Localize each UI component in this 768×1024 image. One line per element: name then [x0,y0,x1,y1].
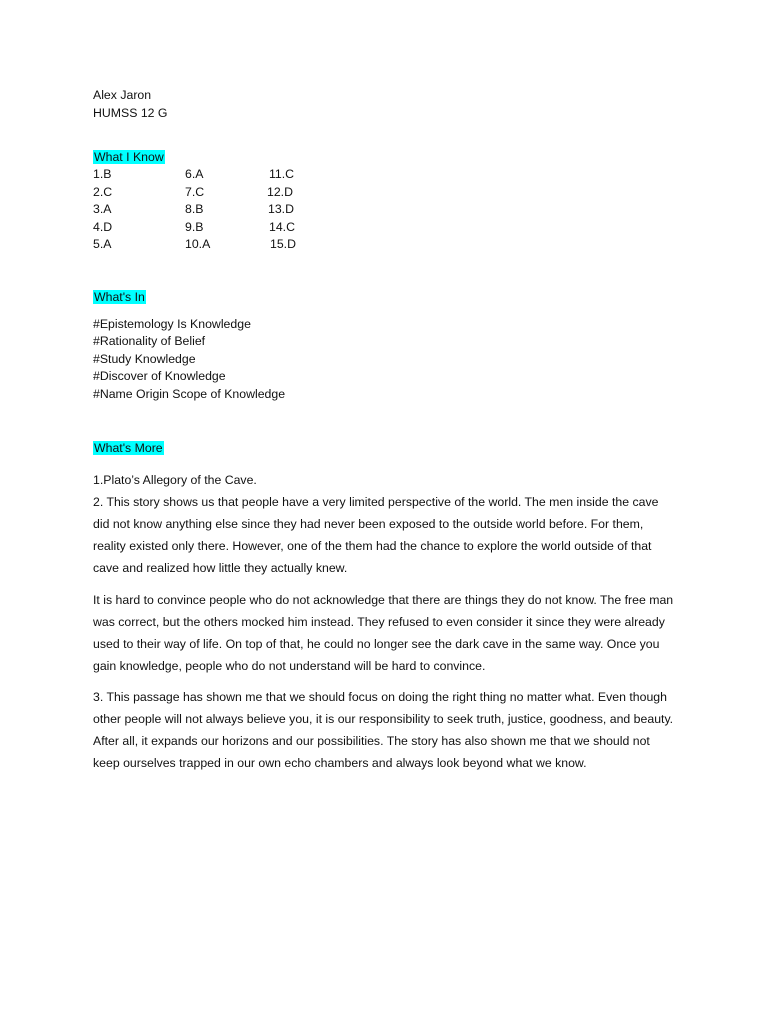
whats-in-item: #Study Knowledge [93,352,196,366]
answer-13: 13.D [268,202,294,216]
whats-more-heading [93,440,164,457]
what-i-know-heading-text: What I Know [94,150,164,164]
whats-in-item: #Discover of Knowledge [93,369,226,383]
answer-10: 10.A [185,237,211,251]
answer-12: 12.D [267,185,293,199]
whats-in-heading-text: What's In [94,290,145,304]
answer-14: 14.C [269,220,295,234]
answer-11: 11.C [269,167,295,181]
answer-1: 1.B [93,167,112,181]
what-i-know-heading [93,149,165,166]
answer-1-title: 1.Plato’s Allegory of the Cave. [93,473,257,487]
answer-2-paragraph: 2. This story shows us that people have a very limited perspective of the world. The men inside the cave did not know anything else since they had never been exposed to the outside world before. For them, reality existed only there. However, one of the them had the chance to explore the world outside of that cave and realized how little they actually knew. [93,495,659,575]
answer-6: 6.A [185,167,204,181]
answer-3-paragraph: 3. This passage has shown me that we should focus on doing the right thing no matter what. Even though other people will not always believe you, it is our responsibility to seek truth, justice, goodness, and beauty. After all, it expands our horizons and our possibilities. The story has also shown me that we should not keep ourselves trapped in our own echo chambers and always look beyond what we know. [93,690,674,770]
answer-7: 7.C [185,185,205,199]
whats-more-heading-text: What's More [94,441,163,455]
whats-in-item: #Name Origin Scope of Knowledge [93,387,286,401]
answer-2: 2.C [93,185,113,199]
answer-8: 8.B [185,202,204,216]
answer-9: 9.B [185,220,204,234]
whats-in-item: #Epistemology Is Knowledge [93,317,251,331]
reflection-paragraph: It is hard to convince people who do not acknowledge that there are things they do not know. The free man was correct, but the others mocked him instead. They refused to even consider it since they were already used to their way of life. On top of that, he could no longer see the dark cave in the same way. Once you gain knowledge, people who do not understand will be hard to convince. [93,593,674,673]
student-name: Alex Jaron [93,88,152,102]
whats-in-heading [93,289,146,306]
answer-15: 15.D [270,237,296,251]
whats-in-item: #Rationality of Belief [93,334,206,348]
answer-3: 3.A [93,202,112,216]
student-section: HUMSS 12 G [93,106,168,120]
answer-5: 5.A [93,237,112,251]
answer-4: 4.D [93,220,113,234]
